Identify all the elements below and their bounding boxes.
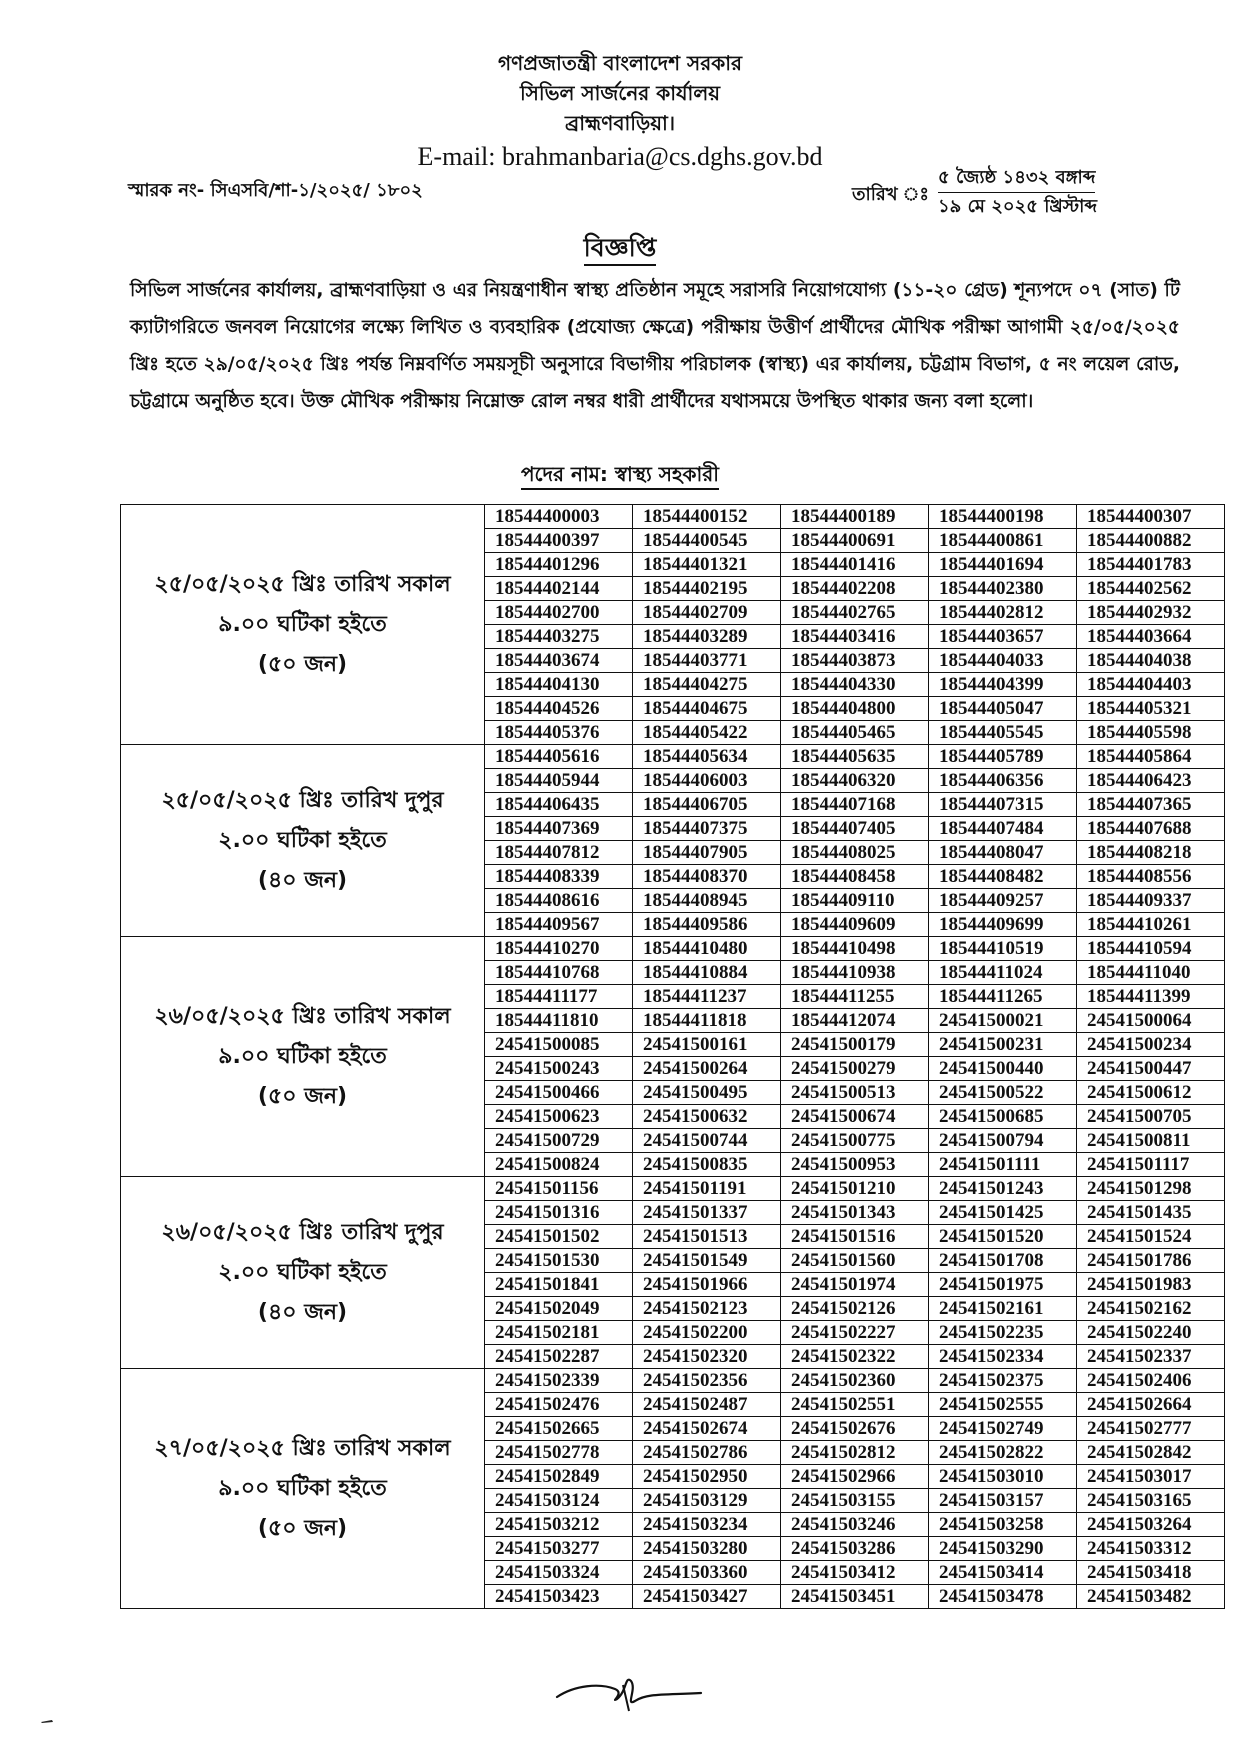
roll-number-cell: 24541501210	[781, 1177, 929, 1201]
roll-number-cell: 18544400307	[1077, 505, 1225, 529]
schedule-slot-line2: ২.০০ ঘটিকা হইতে	[218, 827, 387, 853]
roll-number-cell: 24541502849	[485, 1465, 633, 1489]
roll-number-cell: 18544405634	[633, 745, 781, 769]
roll-number-cell: 24541500729	[485, 1129, 633, 1153]
table-row	[121, 1177, 1225, 1201]
roll-number-cell: 24541502476	[485, 1393, 633, 1417]
roll-number-cell: 18544408945	[633, 889, 781, 913]
schedule-slot-line3: (৪০ জন)	[257, 867, 348, 893]
roll-number-cell: 24541500279	[781, 1057, 929, 1081]
roll-number-cell: 24541501966	[633, 1273, 781, 1297]
roll-number-cell: 18544408047	[929, 841, 1077, 865]
date-bangla: ৫ জ্যৈষ্ঠ ১৪৩২ বঙ্গাব্দ	[938, 164, 1095, 193]
schedule-slot	[121, 505, 485, 745]
roll-number-cell: 24541502181	[485, 1321, 633, 1345]
roll-number-cell: 24541500264	[633, 1057, 781, 1081]
roll-number-cell: 24541500064	[1077, 1009, 1225, 1033]
roll-number-cell: 18544408370	[633, 865, 781, 889]
roll-number-cell: 24541503157	[929, 1489, 1077, 1513]
roll-number-cell: 18544404800	[781, 697, 929, 721]
roll-number-cell: 24541502334	[929, 1345, 1077, 1369]
roll-number-cell: 24541502161	[929, 1297, 1077, 1321]
roll-number-cell: 24541502551	[781, 1393, 929, 1417]
roll-number-cell: 18544406435	[485, 793, 633, 817]
roll-number-cell: 24541502162	[1077, 1297, 1225, 1321]
roll-number-cell: 24541500085	[485, 1033, 633, 1057]
post-title	[0, 460, 1240, 493]
roll-number-cell: 18544404399	[929, 673, 1077, 697]
roll-number-cell: 18544405789	[929, 745, 1077, 769]
roll-number-cell: 18544402765	[781, 601, 929, 625]
roll-number-cell: 18544404403	[1077, 673, 1225, 697]
schedule-slot-line2: ২.০০ ঘটিকা হইতে	[218, 1259, 387, 1285]
roll-number-cell: 24541500447	[1077, 1057, 1225, 1081]
roll-number-cell: 18544405465	[781, 721, 929, 745]
roll-number-cell: 18544409337	[1077, 889, 1225, 913]
notice-title-text: বিজ্ঞপ্তি	[584, 233, 657, 266]
scan-mark	[40, 1718, 54, 1724]
schedule-slot-line2: ৯.০০ ঘটিকা হইতে	[218, 1043, 387, 1069]
roll-number-cell: 18544408025	[781, 841, 929, 865]
roll-number-cell: 24541501502	[485, 1225, 633, 1249]
roll-number-cell: 24541502200	[633, 1321, 781, 1345]
roll-number-cell: 24541502235	[929, 1321, 1077, 1345]
roll-number-cell: 24541503258	[929, 1513, 1077, 1537]
roll-number-cell: 24541500021	[929, 1009, 1077, 1033]
roll-number-cell: 18544402709	[633, 601, 781, 625]
roll-number-cell: 18544403275	[485, 625, 633, 649]
roll-number-cell: 24541501513	[633, 1225, 781, 1249]
roll-number-cell: 24541500231	[929, 1033, 1077, 1057]
roll-number-cell: 24541501841	[485, 1273, 633, 1297]
roll-number-cell: 18544407812	[485, 841, 633, 865]
roll-number-cell: 18544401416	[781, 553, 929, 577]
roll-number-cell: 24541503277	[485, 1537, 633, 1561]
date-block	[938, 164, 1097, 220]
roll-number-cell: 24541501243	[929, 1177, 1077, 1201]
roll-number-cell: 24541502406	[1077, 1369, 1225, 1393]
memo-number: স্মারক নং- সিএসবি/শা-১/২০২৫/ ১৮০২	[128, 180, 423, 201]
roll-number-cell: 18544407365	[1077, 793, 1225, 817]
roll-number-cell: 18544406423	[1077, 769, 1225, 793]
roll-number-cell: 24541503478	[929, 1585, 1077, 1609]
roll-number-cell: 24541500179	[781, 1033, 929, 1057]
roll-number-cell: 18544404330	[781, 673, 929, 697]
roll-number-cell: 24541500612	[1077, 1081, 1225, 1105]
roll-number-cell: 24541500495	[633, 1081, 781, 1105]
roll-number-cell: 24541503418	[1077, 1561, 1225, 1585]
roll-number-cell: 24541500466	[485, 1081, 633, 1105]
roll-number-cell: 24541501520	[929, 1225, 1077, 1249]
roll-number-cell: 18544404130	[485, 673, 633, 697]
roll-number-cell: 24541502966	[781, 1465, 929, 1489]
roll-number-cell: 24541502360	[781, 1369, 929, 1393]
roll-number-cell: 24541503124	[485, 1489, 633, 1513]
roll-number-cell: 18544400397	[485, 529, 633, 553]
roll-number-cell: 18544405635	[781, 745, 929, 769]
roll-number-cell: 18544406003	[633, 769, 781, 793]
roll-number-cell: 24541502320	[633, 1345, 781, 1369]
roll-number-cell: 24541503234	[633, 1513, 781, 1537]
roll-number-cell: 24541500685	[929, 1105, 1077, 1129]
roll-number-cell: 18544411237	[633, 985, 781, 1009]
roll-number-cell: 18544405422	[633, 721, 781, 745]
roll-number-cell: 24541503165	[1077, 1489, 1225, 1513]
roll-number-cell: 24541501983	[1077, 1273, 1225, 1297]
schedule-slot-line1: ২৬/০৫/২০২৫ খ্রিঃ তারিখ দুপুর	[161, 1219, 444, 1245]
roll-number-cell: 24541500513	[781, 1081, 929, 1105]
roll-number-cell: 18544404526	[485, 697, 633, 721]
roll-number-cell: 18544405047	[929, 697, 1077, 721]
schedule-slot-line1: ২৬/০৫/২০২৫ খ্রিঃ তারিখ সকাল	[154, 1003, 451, 1029]
roll-number-cell: 18544402932	[1077, 601, 1225, 625]
roll-number-cell: 18544410884	[633, 961, 781, 985]
roll-number-cell: 24541501524	[1077, 1225, 1225, 1249]
schedule-slot-line3: (৪০ জন)	[257, 1299, 348, 1325]
roll-number-cell: 24541503246	[781, 1513, 929, 1537]
roll-number-cell: 18544402700	[485, 601, 633, 625]
roll-number-cell: 24541503412	[781, 1561, 929, 1585]
roll-number-cell: 18544404275	[633, 673, 781, 697]
schedule-slot	[121, 1369, 485, 1609]
letterhead	[0, 48, 1240, 174]
roll-number-cell: 18544405376	[485, 721, 633, 745]
roll-number-cell: 24541503264	[1077, 1513, 1225, 1537]
table-row	[121, 505, 1225, 529]
roll-number-cell: 18544403416	[781, 625, 929, 649]
schedule-slot	[121, 745, 485, 937]
roll-number-cell: 24541503290	[929, 1537, 1077, 1561]
roll-number-cell: 18544408616	[485, 889, 633, 913]
schedule-slot-line3: (৫০ জন)	[257, 1083, 348, 1109]
roll-number-cell: 18544407315	[929, 793, 1077, 817]
roll-number-cell: 18544407405	[781, 817, 929, 841]
roll-number-cell: 24541503451	[781, 1585, 929, 1609]
roll-number-cell: 24541502950	[633, 1465, 781, 1489]
roll-number-cell: 24541501974	[781, 1273, 929, 1297]
roll-number-cell: 18544403674	[485, 649, 633, 673]
roll-number-cell: 18544401321	[633, 553, 781, 577]
roll-number-cell: 24541501191	[633, 1177, 781, 1201]
office-email: E-mail: brahmanbaria@cs.dghs.gov.bd	[417, 142, 823, 171]
roll-number-cell: 18544407484	[929, 817, 1077, 841]
roll-number-cell: 18544405616	[485, 745, 633, 769]
roll-number-cell: 24541500744	[633, 1129, 781, 1153]
notice-title	[0, 228, 1240, 271]
roll-number-cell: 24541501298	[1077, 1177, 1225, 1201]
roll-number-cell: 18544406356	[929, 769, 1077, 793]
roll-number-cell: 18544409110	[781, 889, 929, 913]
roll-number-cell: 24541503010	[929, 1465, 1077, 1489]
roll-number-cell: 24541503212	[485, 1513, 633, 1537]
roll-number-cell: 18544402208	[781, 577, 929, 601]
roll-number-cell: 24541503482	[1077, 1585, 1225, 1609]
roll-number-cell: 24541502749	[929, 1417, 1077, 1441]
roll-number-cell: 24541502322	[781, 1345, 929, 1369]
roll-number-cell: 18544408482	[929, 865, 1077, 889]
roll-number-cell: 18544408218	[1077, 841, 1225, 865]
roll-number-cell: 18544400198	[929, 505, 1077, 529]
roll-number-cell: 18544400003	[485, 505, 633, 529]
roll-number-cell: 24541501117	[1077, 1153, 1225, 1177]
roll-number-cell: 24541502126	[781, 1297, 929, 1321]
roll-number-cell: 18544411024	[929, 961, 1077, 985]
roll-number-cell: 18544401783	[1077, 553, 1225, 577]
roll-number-cell: 24541500234	[1077, 1033, 1225, 1057]
roll-number-cell: 18544405864	[1077, 745, 1225, 769]
roll-number-cell: 24541501343	[781, 1201, 929, 1225]
roll-number-cell: 18544405321	[1077, 697, 1225, 721]
roll-number-cell: 18544409586	[633, 913, 781, 937]
roll-number-cell: 18544400691	[781, 529, 929, 553]
roll-number-cell: 18544401296	[485, 553, 633, 577]
roll-number-cell: 18544411818	[633, 1009, 781, 1033]
roll-number-cell: 24541501337	[633, 1201, 781, 1225]
roll-number-cell: 24541502664	[1077, 1393, 1225, 1417]
roll-number-cell: 24541501111	[929, 1153, 1077, 1177]
roll-number-cell: 24541502676	[781, 1417, 929, 1441]
schedule-slot	[121, 1177, 485, 1369]
roll-number-cell: 24541501975	[929, 1273, 1077, 1297]
roll-number-cell: 24541500440	[929, 1057, 1077, 1081]
roll-number-cell: 24541500522	[929, 1081, 1077, 1105]
roll-number-cell: 18544401694	[929, 553, 1077, 577]
roll-number-cell: 18544402812	[929, 601, 1077, 625]
roll-number-table	[120, 504, 1225, 1609]
roll-number-cell: 24541500674	[781, 1105, 929, 1129]
roll-number-cell: 18544410519	[929, 937, 1077, 961]
roll-number-cell: 24541502786	[633, 1441, 781, 1465]
roll-number-cell: 24541502822	[929, 1441, 1077, 1465]
notice-body: সিভিল সার্জনের কার্যালয়, ব্রাহ্মণবাড়িয়া ও এর নিয়ন্ত্রণাধীন স্বাস্থ্য প্রতিষ্ঠান সমূহে সরাসরি নিয়োগযোগ্য (১১-২০ গ্রেড) শূন্যপদে ০৭ (সাত) টি ক্যাটাগরিতে জনবল নিয়োগের লক্ষ্যে লিখিত ও ব্যবহারিক (প্রযোজ্য ক্ষেত্রে) পরীক্ষায় উত্তীর্ণ প্রার্থীদের মৌখিক পরীক্ষা আগামী ২৫/০৫/২০২৫ খ্রিঃ হতে ২৯/০৫/২০২৫ খ্রিঃ পর্যন্ত নিম্নবর্ণিত সময়সূচী অনুসারে বিভাগীয় পরিচালক (স্বাস্থ্য) এর কার্যালয়, চট্টগ্রাম বিভাগ, ৫ নং লয়েল রোড, চট্টগ্রামে অনুষ্ঠিত হবে। উক্ত মৌখিক পরীক্ষায় নিম্নোক্ত রোল নম্বর ধারী প্রার্থীদের যথাসময়ে উপস্থিত থাকার জন্য বলা হলো।	[130, 280, 1180, 412]
roll-number-cell: 18544407905	[633, 841, 781, 865]
roll-number-cell: 24541502240	[1077, 1321, 1225, 1345]
roll-number-cell: 24541500835	[633, 1153, 781, 1177]
roll-number-cell: 18544412074	[781, 1009, 929, 1033]
roll-number-cell: 24541501156	[485, 1177, 633, 1201]
roll-number-cell: 18544410498	[781, 937, 929, 961]
schedule-slot-line2: ৯.০০ ঘটিকা হইতে	[218, 611, 387, 637]
roll-number-cell: 18544407375	[633, 817, 781, 841]
roll-number-cell: 24541500161	[633, 1033, 781, 1057]
roll-number-cell: 24541501786	[1077, 1249, 1225, 1273]
roll-number-cell: 18544400152	[633, 505, 781, 529]
date-english: ১৯ মে ২০২৫ খ্রিস্টাব্দ	[938, 196, 1097, 217]
roll-number-cell: 24541501549	[633, 1249, 781, 1273]
schedule-slot-line1: ২৭/০৫/২০২৫ খ্রিঃ তারিখ সকাল	[154, 1435, 451, 1461]
roll-number-cell: 24541500623	[485, 1105, 633, 1129]
roll-number-cell: 24541500811	[1077, 1129, 1225, 1153]
schedule-slot-line3: (৫০ জন)	[257, 1515, 348, 1541]
roll-number-cell: 18544408339	[485, 865, 633, 889]
roll-number-cell: 18544411255	[781, 985, 929, 1009]
roll-number-cell: 24541502123	[633, 1297, 781, 1321]
roll-number-cell: 24541503414	[929, 1561, 1077, 1585]
roll-number-cell: 18544408556	[1077, 865, 1225, 889]
office-name: সিভিল সার্জনের কার্যালয়	[519, 81, 721, 105]
roll-number-cell: 24541503324	[485, 1561, 633, 1585]
roll-number-cell: 24541503423	[485, 1585, 633, 1609]
roll-number-cell: 24541502665	[485, 1417, 633, 1441]
roll-number-cell: 18544402562	[1077, 577, 1225, 601]
schedule-slot	[121, 937, 485, 1177]
roll-number-cell: 18544400882	[1077, 529, 1225, 553]
roll-number-cell: 18544403771	[633, 649, 781, 673]
roll-number-cell: 18544411177	[485, 985, 633, 1009]
roll-number-cell: 18544410270	[485, 937, 633, 961]
roll-number-cell: 24541502287	[485, 1345, 633, 1369]
roll-number-cell: 18544405598	[1077, 721, 1225, 745]
roll-number-cell: 18544404033	[929, 649, 1077, 673]
roll-number-cell: 18544407688	[1077, 817, 1225, 841]
roll-number-cell: 24541502227	[781, 1321, 929, 1345]
roll-number-cell: 24541501425	[929, 1201, 1077, 1225]
table-row	[121, 937, 1225, 961]
roll-number-cell: 24541500824	[485, 1153, 633, 1177]
roll-number-cell: 18544400189	[781, 505, 929, 529]
roll-number-cell: 18544402144	[485, 577, 633, 601]
roll-number-cell: 24541503427	[633, 1585, 781, 1609]
roll-number-cell: 18544409699	[929, 913, 1077, 937]
roll-number-cell: 18544400861	[929, 529, 1077, 553]
roll-number-cell: 24541502555	[929, 1393, 1077, 1417]
roll-number-cell: 24541503280	[633, 1537, 781, 1561]
roll-number-cell: 24541503129	[633, 1489, 781, 1513]
roll-number-cell: 18544407369	[485, 817, 633, 841]
roll-number-cell: 24541501560	[781, 1249, 929, 1273]
table-row	[121, 1369, 1225, 1393]
roll-number-cell: 24541500953	[781, 1153, 929, 1177]
roll-number-cell: 24541501516	[781, 1225, 929, 1249]
roll-number-cell: 18544402195	[633, 577, 781, 601]
roll-number-cell: 24541501708	[929, 1249, 1077, 1273]
roll-number-cell: 24541502356	[633, 1369, 781, 1393]
office-location: ব্রাহ্মণবাড়িয়া।	[564, 111, 676, 135]
roll-number-cell: 24541501435	[1077, 1201, 1225, 1225]
roll-number-cell: 24541500794	[929, 1129, 1077, 1153]
roll-number-cell: 24541503155	[781, 1489, 929, 1513]
schedule-slot-line1: ২৫/০৫/২০২৫ খ্রিঃ তারিখ দুপুর	[161, 787, 444, 813]
roll-number-cell: 18544411265	[929, 985, 1077, 1009]
roll-number-cell: 24541502777	[1077, 1417, 1225, 1441]
roll-number-cell: 24541500243	[485, 1057, 633, 1081]
date-label: তারিখ ঃ	[852, 184, 930, 205]
roll-number-cell: 24541502487	[633, 1393, 781, 1417]
roll-number-cell: 24541502049	[485, 1297, 633, 1321]
roll-number-cell: 24541502375	[929, 1369, 1077, 1393]
roll-number-cell: 24541501316	[485, 1201, 633, 1225]
roll-number-cell: 18544403289	[633, 625, 781, 649]
roll-number-cell: 18544409609	[781, 913, 929, 937]
roll-number-cell: 18544411810	[485, 1009, 633, 1033]
schedule-slot-line3: (৫০ জন)	[257, 651, 348, 677]
roll-number-cell: 18544411040	[1077, 961, 1225, 985]
schedule-slot-line2: ৯.০০ ঘটিকা হইতে	[218, 1475, 387, 1501]
roll-number-cell: 24541502339	[485, 1369, 633, 1393]
roll-number-cell: 18544410480	[633, 937, 781, 961]
post-title-text: পদের নাম: স্বাস্থ্য সহকারী	[521, 462, 719, 490]
roll-number-cell: 24541502842	[1077, 1441, 1225, 1465]
roll-number-cell: 18544410261	[1077, 913, 1225, 937]
roll-number-cell: 24541501530	[485, 1249, 633, 1273]
roll-number-cell: 24541503017	[1077, 1465, 1225, 1489]
roll-number-cell: 18544407168	[781, 793, 929, 817]
roll-number-cell: 18544404038	[1077, 649, 1225, 673]
roll-number-cell: 24541503360	[633, 1561, 781, 1585]
roll-number-cell: 18544403664	[1077, 625, 1225, 649]
roll-number-cell: 24541503312	[1077, 1537, 1225, 1561]
roll-number-cell: 18544403657	[929, 625, 1077, 649]
table-row	[121, 745, 1225, 769]
signature	[555, 1655, 705, 1715]
roll-number-cell: 18544408458	[781, 865, 929, 889]
roll-number-cell: 18544411399	[1077, 985, 1225, 1009]
roll-number-cell: 24541500632	[633, 1105, 781, 1129]
roll-number-cell: 18544400545	[633, 529, 781, 553]
roll-number-cell: 24541502812	[781, 1441, 929, 1465]
roll-number-cell: 18544406705	[633, 793, 781, 817]
roll-number-cell: 24541502337	[1077, 1345, 1225, 1369]
roll-number-cell: 18544406320	[781, 769, 929, 793]
roll-number-cell: 24541502674	[633, 1417, 781, 1441]
roll-number-cell: 18544403873	[781, 649, 929, 673]
govt-name: গণপ্রজাতন্ত্রী বাংলাদেশ সরকার	[498, 51, 742, 75]
roll-number-cell: 24541502778	[485, 1441, 633, 1465]
schedule-slot-line1: ২৫/০৫/২০২৫ খ্রিঃ তারিখ সকাল	[154, 571, 451, 597]
roll-number-cell: 18544402380	[929, 577, 1077, 601]
roll-number-cell: 18544410594	[1077, 937, 1225, 961]
roll-number-cell: 18544405545	[929, 721, 1077, 745]
roll-number-cell: 18544409257	[929, 889, 1077, 913]
roll-number-cell: 18544410938	[781, 961, 929, 985]
roll-number-cell: 24541500775	[781, 1129, 929, 1153]
roll-number-cell: 18544409567	[485, 913, 633, 937]
roll-number-cell: 18544410768	[485, 961, 633, 985]
roll-number-cell: 18544405944	[485, 769, 633, 793]
roll-number-cell: 24541503286	[781, 1537, 929, 1561]
roll-number-cell: 24541500705	[1077, 1105, 1225, 1129]
roll-number-cell: 18544404675	[633, 697, 781, 721]
